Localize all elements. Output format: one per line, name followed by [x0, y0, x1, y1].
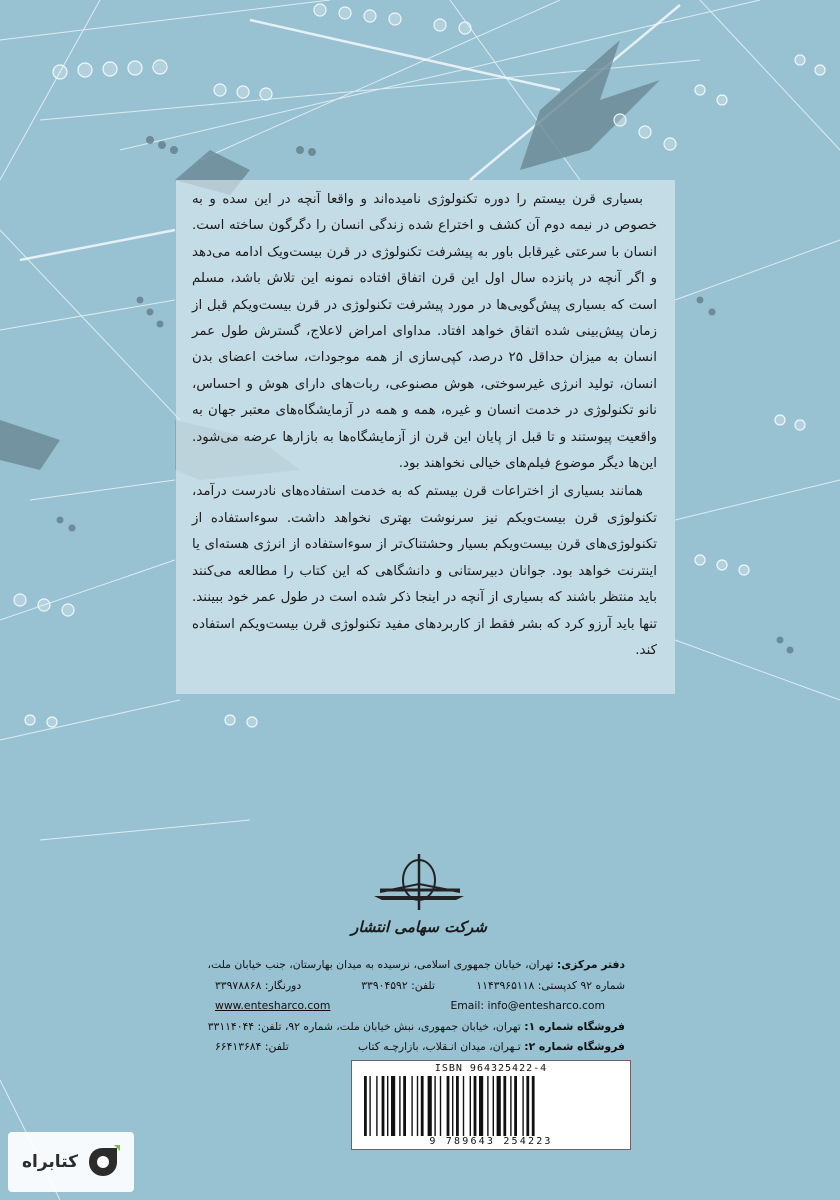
ketabrah-watermark[interactable]: [8, 1132, 134, 1192]
email-text: Email: info@entesharco.com: [450, 999, 605, 1012]
blurb-paragraph-2: همانند بسیاری از اختراعات قرن بیستم که به خدمت استفاده‌های نادرست درآمد، تکنولوژی قرن بیست‌ویکم نیز سرنوشت بهتری نخواهد داشت. سوءاستفاده از تکنولوژی‌های قرن بیست‌ویکم بسیار وحشتناک‌تر از سوءاستفاده از انرژی هسته‌ای یا اینترنت خواهد بود. جوانان دبیرستانی و دانشگاهی که این کتاب را مطالعه می‌کنند باید منتظر باشند که بسیاری از آنچه در اینجا ذکر شده است در طول عمر خود ببینند. تنها باید آرزو کرد که بشر فقط از کاربردهای مفید تکنولوژی قرن بیست‌ویکم استفاده کند.: [192, 484, 657, 658]
back-cover-blurb: [176, 180, 675, 694]
web-row: [215, 996, 625, 1017]
publisher-logo: [351, 852, 487, 950]
publisher-emblem-icon: [374, 854, 464, 910]
store1-row: [207, 1017, 625, 1038]
website-link[interactable]: www.entesharco.com: [215, 999, 331, 1012]
store2-row: [215, 1037, 625, 1058]
barcode-digits: 9 789643 254223: [429, 1136, 553, 1147]
hq-fax: دورنگار: ۳۳۹۷۸۸۶۸: [215, 978, 302, 992]
hq-phone: تلفن: ۳۳۹۰۴۵۹۲: [361, 978, 435, 992]
publisher-info: [207, 955, 625, 1058]
store2-label: فروشگاه شماره ۲:: [524, 1040, 625, 1053]
ketabrah-logo-icon: [86, 1145, 120, 1179]
hq-postcode: شماره ۹۲ کدپستی: ۱۱۴۳۹۶۵۱۱۸: [476, 978, 625, 992]
hq-address: تهران، خیابان جمهوری اسلامی، نرسیده به میدان بهارستان، جنب خیابان ملت،: [207, 958, 554, 971]
hq-label: دفتر مرکزی:: [556, 958, 625, 971]
hq-contact-row: [215, 976, 625, 997]
publisher-logo-text: شرکت سهامی انتشار: [351, 918, 487, 936]
isbn-label: ISBN 964325422-4: [434, 1063, 548, 1074]
blurb-paragraph-1: بسیاری قرن بیستم را دوره تکنولوژی نامیده‌اند و واقعا آنچه در این سده و به خصوص در نیمه دوم آن کشف و اختراع شده زندگی انسان را دگرگون ساخته است. انسان با سرعتی غیرقابل باور به پیشرفت تکنولوژی در قرن بیست‌ویک ادامه می‌دهد و اگر آنچه در پانزده سال اول این قرن اتفاق افتاده نمونه این تلاش باشد، مسلم است که بسیاری پیش‌گویی‌ها در مورد پیشرفت تکنولوژی در قرن بیست‌ویکم قبل از زمان پیش‌بینی شده اتفاق خواهد افتاد. مداوای امراض لاعلاج، گسترش طول عمر انسان به میزان حداقل ۲۵ درصد، کپی‌سازی از همه موجودات، ساخت اعضای بدن انسان، تولید انرژی غیرسوختی، هوش مصنوعی، ربات‌های دارای هوش و احساس، نانو تکنولوژی در خدمت انسان و غیره، همه و همه در آزمایشگاه‌های معتبر جهان به واقعیت پیوستند و تا قبل از پایان این قرن از آزمایشگاه‌ها به بازارها عرضه می‌شود. این‌ها دیگر موضوع فیلم‌های خیالی نخواهند بود.: [192, 192, 657, 472]
isbn-barcode: [351, 1060, 631, 1150]
store2-address: تـهران، میدان انـقلاب، بازارچـه کتاب: [357, 1040, 521, 1053]
barcode-bars: [362, 1076, 622, 1136]
store2-phone: تلفن: ۶۶۴۱۳۶۸۴: [215, 1040, 289, 1053]
store1-address: تهران، خیابان جمهوری، نبش خیابان ملت، شماره ۹۲، تلفن: ۳۳۱۱۴۰۴۴: [207, 1019, 521, 1033]
store1-label: فروشگاه شماره ۱:: [524, 1019, 625, 1033]
hq-address-row: [207, 955, 625, 976]
watermark-text: کتابراه: [21, 1152, 79, 1172]
